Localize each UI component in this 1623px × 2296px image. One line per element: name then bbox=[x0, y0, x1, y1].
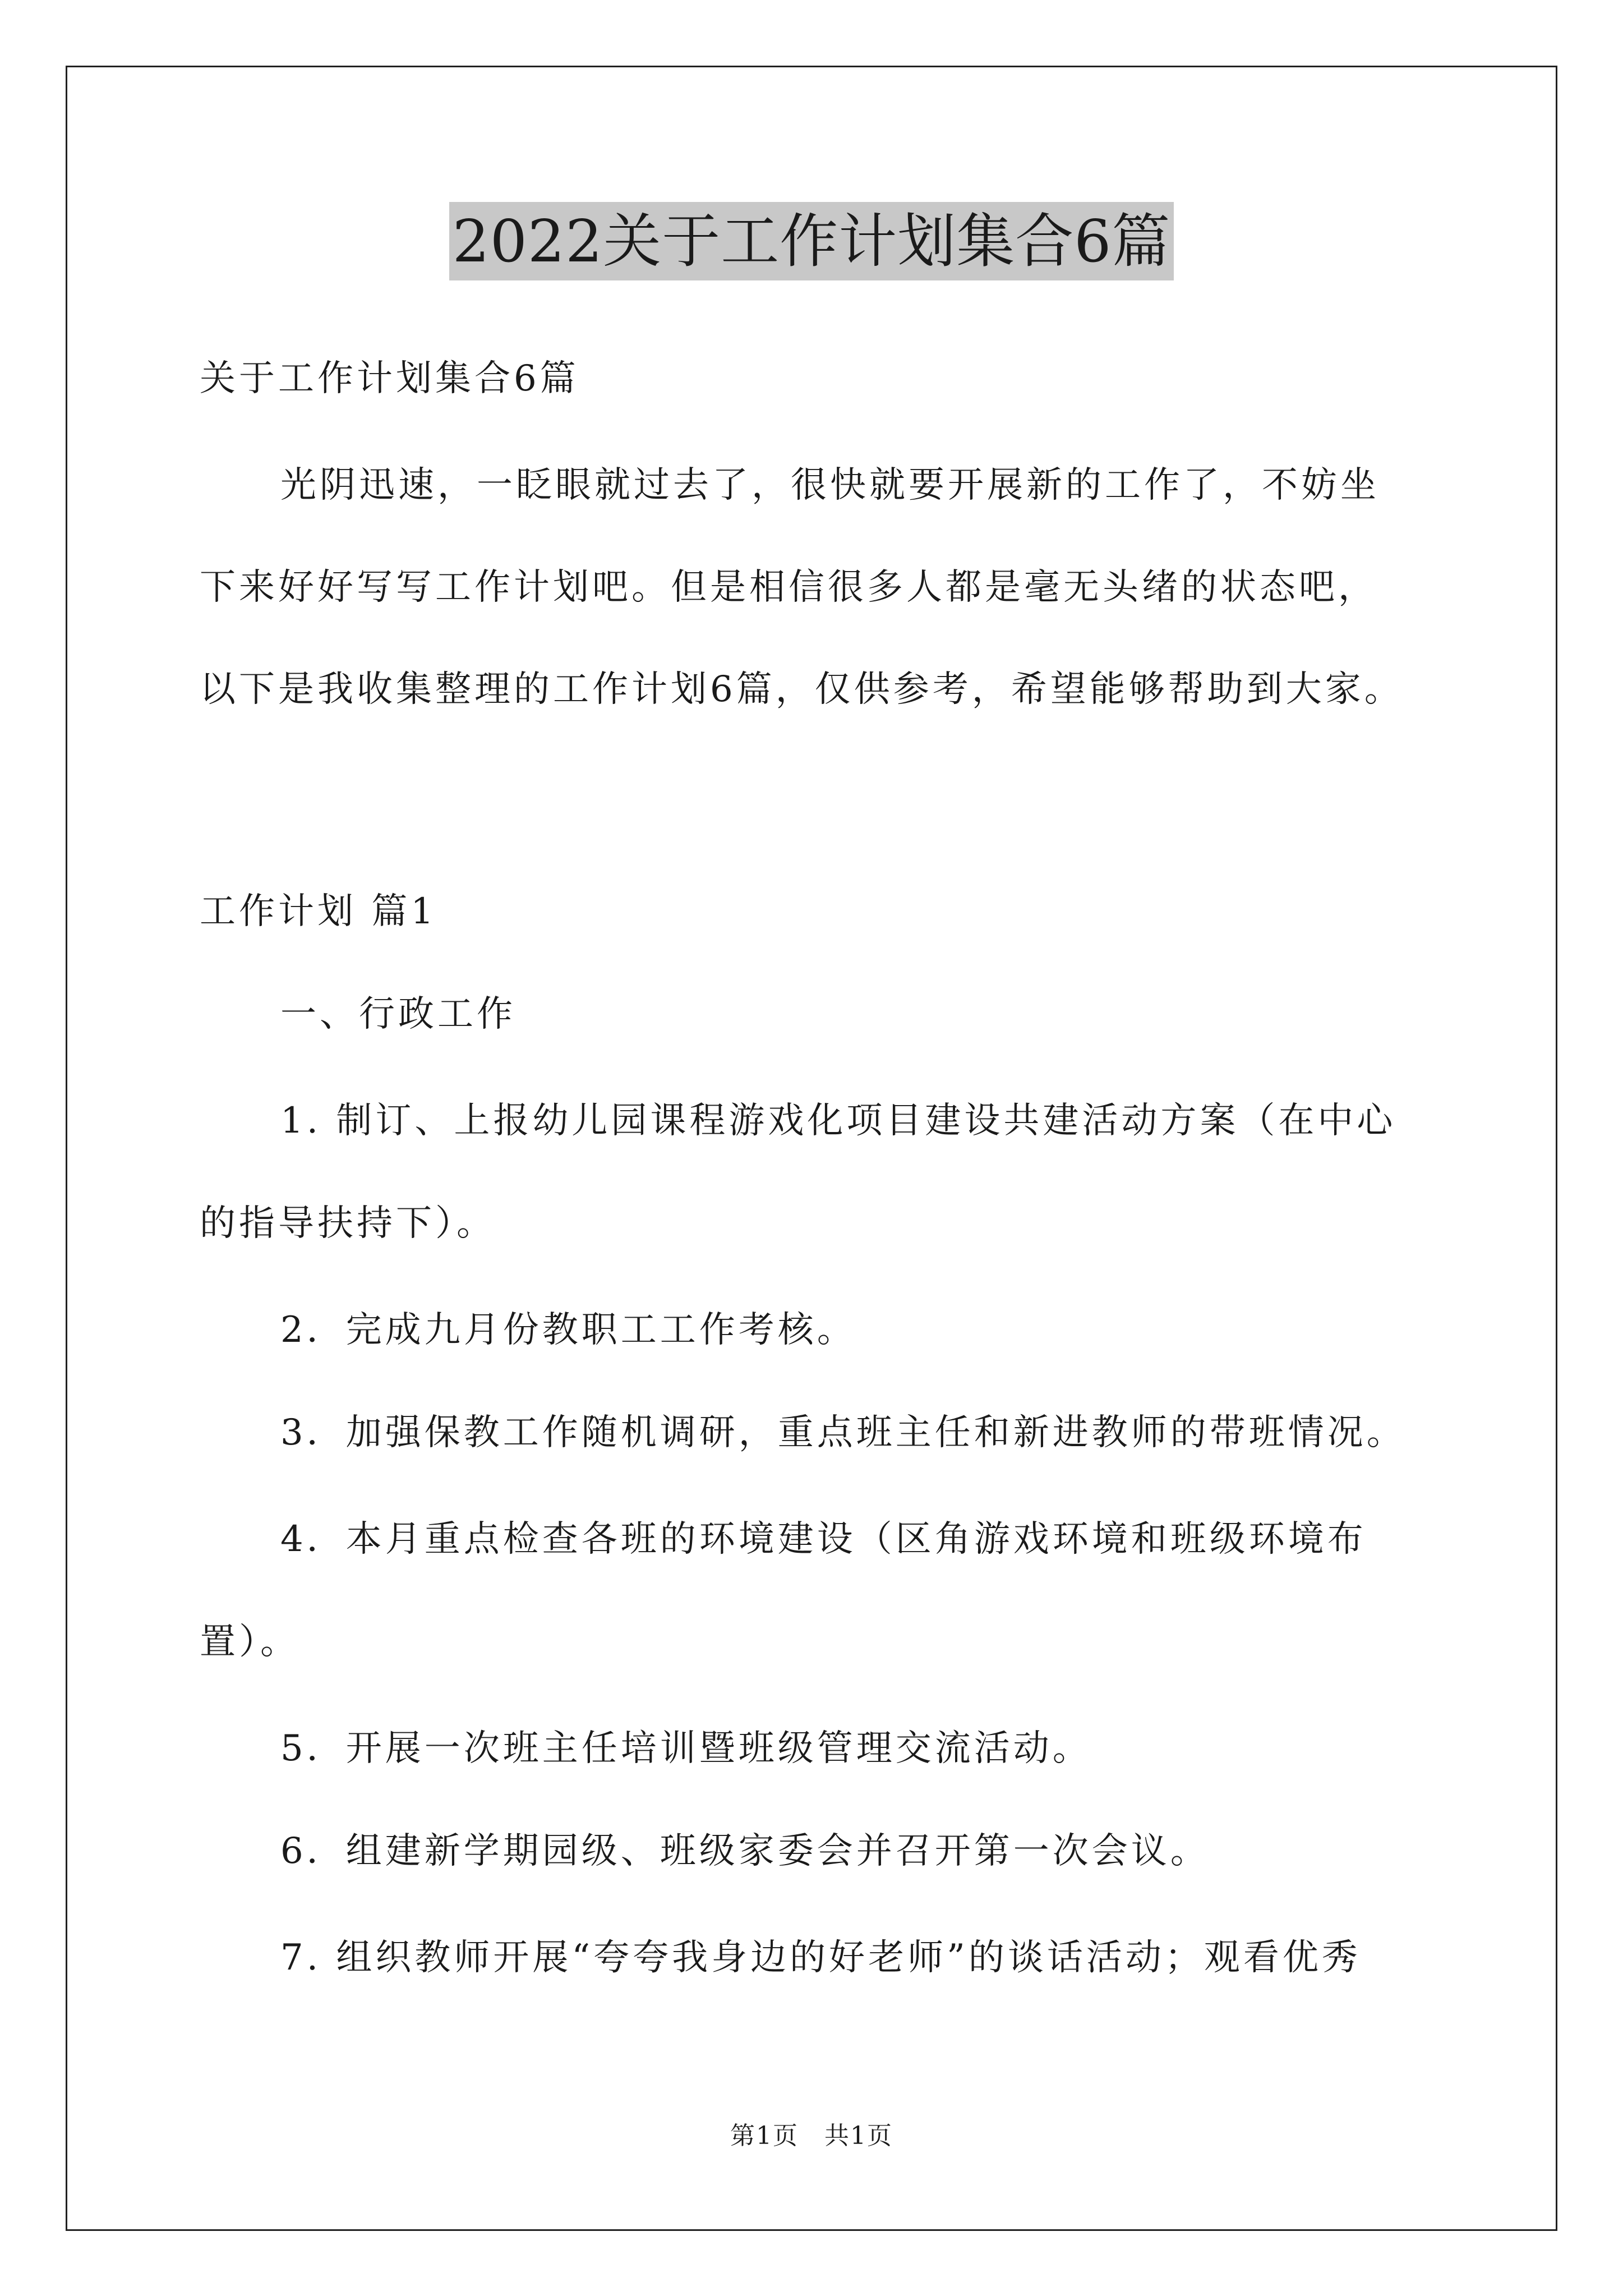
list-item: 3．加强保教工作随机调研，重点班主任和新进教师的带班情况。 bbox=[280, 1412, 1406, 1453]
list-item-continued: 的指导扶持下）。 bbox=[200, 1203, 496, 1244]
section-heading: 工作计划 篇1 bbox=[200, 891, 437, 932]
title-container bbox=[0, 202, 1623, 280]
list-item: 2．完成九月份教职工工作考核。 bbox=[280, 1309, 856, 1351]
page-footer: 第1页 共1页 bbox=[730, 2122, 893, 2150]
list-item: 6．组建新学期园级、班级家委会并召开第一次会议。 bbox=[280, 1830, 1210, 1872]
sub-heading: 一、行政工作 bbox=[280, 993, 516, 1035]
list-item: 1. 制订、上报幼儿园课程游戏化项目建设共建活动方案（在中心 bbox=[280, 1100, 1396, 1142]
list-item: 5．开展一次班主任培训暨班级管理交流活动。 bbox=[280, 1728, 1092, 1769]
list-item: 4．本月重点检查各班的环境建设（区角游戏环境和班级环境布 bbox=[280, 1519, 1367, 1560]
document-subtitle: 关于工作计划集合6篇 bbox=[200, 358, 579, 399]
intro-line: 下来好好写写工作计划吧。但是相信很多人都是毫无头绪的状态吧， bbox=[200, 567, 1377, 608]
document-title: 2022关于工作计划集合6篇 bbox=[449, 202, 1174, 280]
intro-line: 以下是我收集整理的工作计划6篇，仅供参考，希望能够帮助到大家。 bbox=[200, 669, 1404, 710]
intro-line: 光阴迅速，一眨眼就过去了，很快就要开展新的工作了，不妨坐 bbox=[280, 464, 1380, 506]
list-item: 7. 组织教师开展“夸夸我身边的好老师”的谈话活动；观看优秀 bbox=[280, 1937, 1361, 1978]
list-item-continued: 置）。 bbox=[200, 1621, 299, 1663]
